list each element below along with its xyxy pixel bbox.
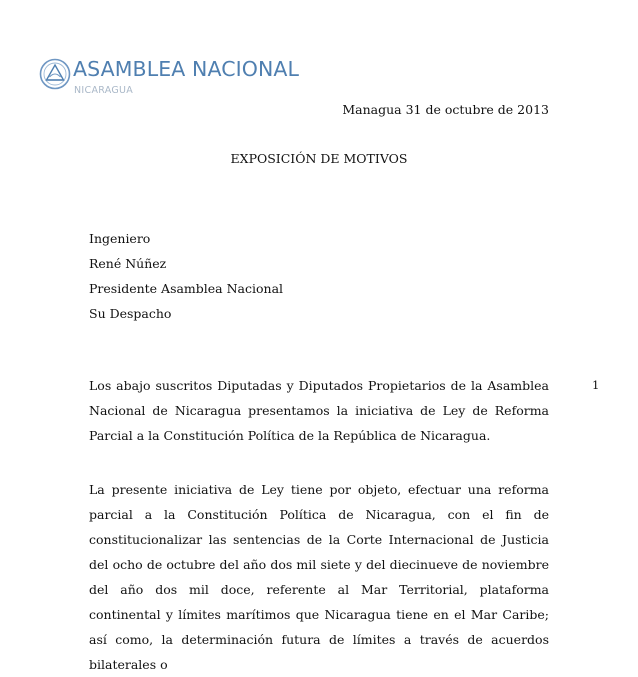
header-logo — [39, 56, 309, 102]
dateline: Managua 31 de octubre de 2013 — [342, 102, 549, 117]
addressee-office: Su Despacho — [89, 306, 172, 321]
national-assembly-seal-icon — [39, 58, 71, 90]
country-name: NICARAGUA — [74, 85, 134, 96]
addressee-block — [89, 226, 283, 326]
org-name: ASAMBLEA NACIONAL — [73, 57, 300, 81]
body-paragraph-1: Los abajo suscritos Diputadas y Diputados Propietarios de la Asamblea Nacional de Nicaragua presentamos la iniciativa de Ley de Reforma Parcial a la Constitución Política de la República de Nicaragua. — [89, 378, 549, 443]
addressee-name: René Núñez — [89, 256, 167, 271]
addressee-position: Presidente Asamblea Nacional — [89, 281, 284, 296]
addressee-title: Ingeniero — [89, 231, 151, 246]
body-paragraph-2: La presente iniciativa de Ley tiene por objeto, efectuar una reforma parcial a la Constitución Política de Nicaragua, con el fin de constitucionalizar las sentencias de la Corte Internacional de Justicia del ocho de octubre del año dos mil siete y del diecinueve de noviembre del año dos mil doce, referente al Mar Territorial, plataforma continental y límites marítimos que Nicaragua tiene en el Mar Caribe; así como, la determinación futura de límites a través de acuerdos bilaterales o — [89, 482, 549, 672]
page-number: 1 — [592, 378, 600, 392]
document-heading: EXPOSICIÓN DE MOTIVOS — [230, 151, 408, 166]
